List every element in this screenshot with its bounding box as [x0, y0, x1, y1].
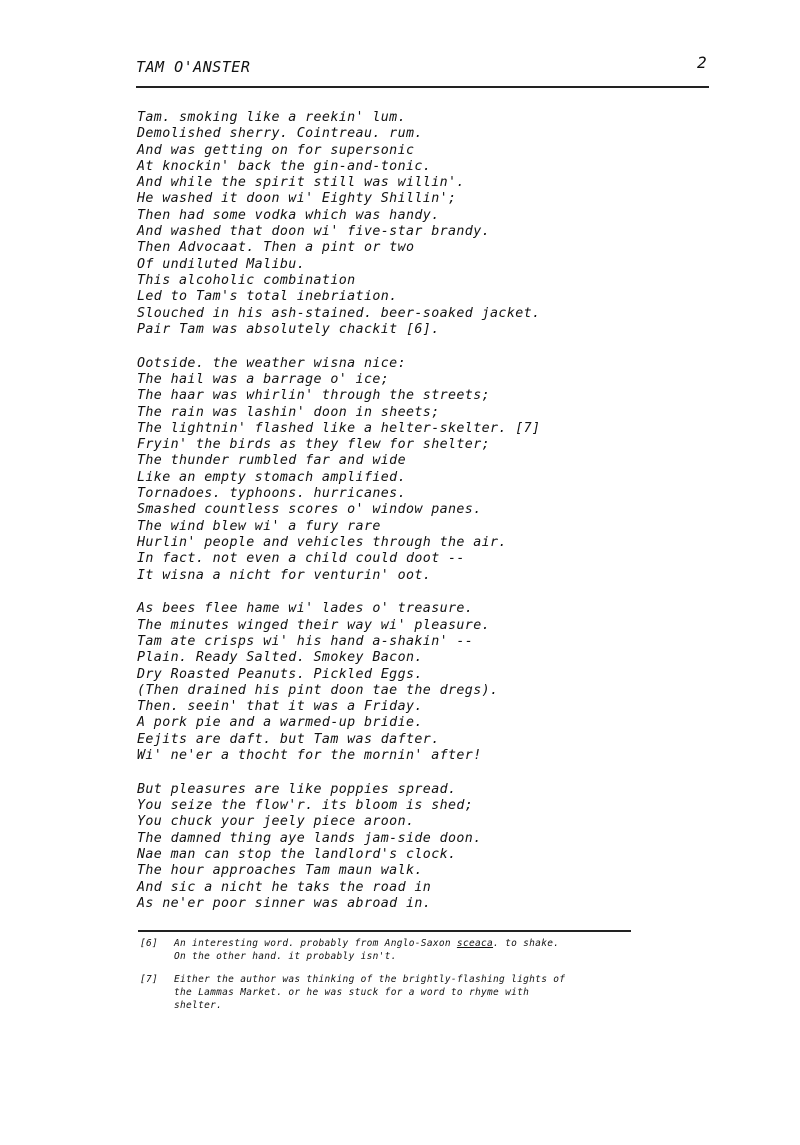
verse-line: The hail was a barrage o' ice;	[137, 371, 390, 387]
verse-line: The rain was lashin' doon in sheets;	[137, 404, 440, 420]
verse-line: You seize the flow'r. its bloom is shed;	[137, 798, 474, 814]
verse-line: Like an empty stomach amplified.	[137, 469, 406, 485]
verse-line: As bees flee hame wi' lades o' treasure.	[137, 601, 474, 617]
footnote-line	[140, 950, 640, 963]
footnotes	[140, 937, 640, 1022]
footnote-marker: [6]	[140, 938, 159, 949]
verse-line: It wisna a nicht for venturin' oot.	[137, 567, 432, 583]
verse-line: Hurlin' people and vehicles through the air.	[137, 534, 507, 550]
verse-line: As ne'er poor sinner was abroad in.	[137, 895, 432, 911]
verse-line: This alcoholic combination	[137, 272, 356, 288]
verse-line: Ootside. the weather wisna nice:	[137, 355, 406, 371]
stanza-3	[137, 601, 717, 764]
verse-line: The minutes winged their way wi' pleasure.	[137, 617, 491, 633]
verse-line: Then Advocaat. Then a pint or two	[137, 240, 415, 256]
verse-line: Then had some vodka which was handy.	[137, 207, 440, 223]
verse-line: Pair Tam was absolutely chackit [6].	[137, 321, 440, 337]
footnote-text: Either the author was thinking of the brightly-flashing lights of	[174, 974, 566, 985]
verse-line: Fryin' the birds as they flew for shelter;	[137, 437, 491, 453]
verse-line: Of undiluted Malibu.	[137, 256, 306, 272]
footnote-line	[140, 973, 640, 986]
footnote-line	[140, 937, 640, 950]
verse-line: The lightnin' flashed like a helter-skelter. [7]	[137, 420, 541, 436]
stanza-4	[137, 782, 717, 912]
verse-line: Tam ate crisps wi' his hand a-shakin' --	[137, 633, 474, 649]
verse-line: Dry Roasted Peanuts. Pickled Eggs.	[137, 666, 423, 682]
footnote-marker: [7]	[140, 974, 159, 985]
verse-line: Wi' ne'er a thocht for the mornin' after!	[137, 747, 482, 763]
footnote-text: An interesting word. probably from Anglo-Saxon	[174, 938, 457, 949]
footnote-rule	[138, 930, 631, 932]
footnote-text: the Lammas Market. or he was stuck for a word to rhyme with	[174, 987, 530, 998]
footnote-text: . to shake.	[493, 938, 560, 949]
verse-line: At knockin' back the gin-and-tonic.	[137, 158, 432, 174]
page-number: 2	[697, 53, 707, 72]
verse-line: Nae man can stop the landlord's clock.	[137, 846, 457, 862]
verse-line: But pleasures are like poppies spread.	[137, 781, 457, 797]
verse-line: Tam. smoking like a reekin' lum.	[137, 110, 406, 125]
running-title: TAM O'ANSTER	[136, 58, 251, 76]
verse-line: Demolished sherry. Cointreau. rum.	[137, 126, 423, 142]
verse-line: You chuck your jeely piece aroon.	[137, 814, 415, 830]
verse-line: The thunder rumbled far and wide	[137, 453, 406, 469]
verse-line: Smashed countless scores o' window panes.	[137, 502, 482, 518]
verse-line: And sic a nicht he taks the road in	[137, 879, 432, 895]
verse-line: (Then drained his pint doon tae the dregs).	[137, 682, 499, 698]
verse-line: Plain. Ready Salted. Smokey Bacon.	[137, 650, 423, 666]
verse-line: The hour approaches Tam maun walk.	[137, 863, 423, 879]
stanza-1	[137, 110, 717, 338]
footnote-6	[140, 937, 640, 963]
verse-line: Tornadoes. typhoons. hurricanes.	[137, 486, 406, 502]
verse-line: Eejits are daft. but Tam was dafter.	[137, 731, 440, 747]
verse-line: The haar was whirlin' through the streets;	[137, 388, 491, 404]
footnote-line	[140, 999, 640, 1012]
verse-line: The wind blew wi' a fury rare	[137, 518, 381, 534]
footnote-underlined-word: sceaca	[456, 938, 494, 949]
verse-line: And was getting on for supersonic	[137, 142, 415, 158]
stanza-2	[137, 356, 717, 584]
verse-line: And washed that doon wi' five-star brandy.	[137, 224, 491, 240]
verse-line: Then. seein' that it was a Friday.	[137, 699, 423, 715]
footnote-text: shelter.	[174, 1000, 223, 1011]
verse-line: The damned thing aye lands jam-side doon.	[137, 830, 482, 846]
verse-line: He washed it doon wi' Eighty Shillin';	[137, 191, 457, 207]
poem-body	[137, 110, 717, 930]
footnote-line	[140, 986, 640, 999]
footnote-7	[140, 973, 640, 1012]
verse-line: And while the spirit still was willin'.	[137, 175, 465, 191]
verse-line: Slouched in his ash-stained. beer-soaked jacket.	[137, 305, 541, 321]
verse-line: Led to Tam's total inebriation.	[137, 289, 398, 305]
header-rule	[136, 86, 709, 88]
verse-line: A pork pie and a warmed-up bridie.	[137, 715, 423, 731]
footnote-text: On the other hand. it probably isn't.	[174, 951, 397, 962]
verse-line: In fact. not even a child could doot --	[137, 551, 465, 567]
